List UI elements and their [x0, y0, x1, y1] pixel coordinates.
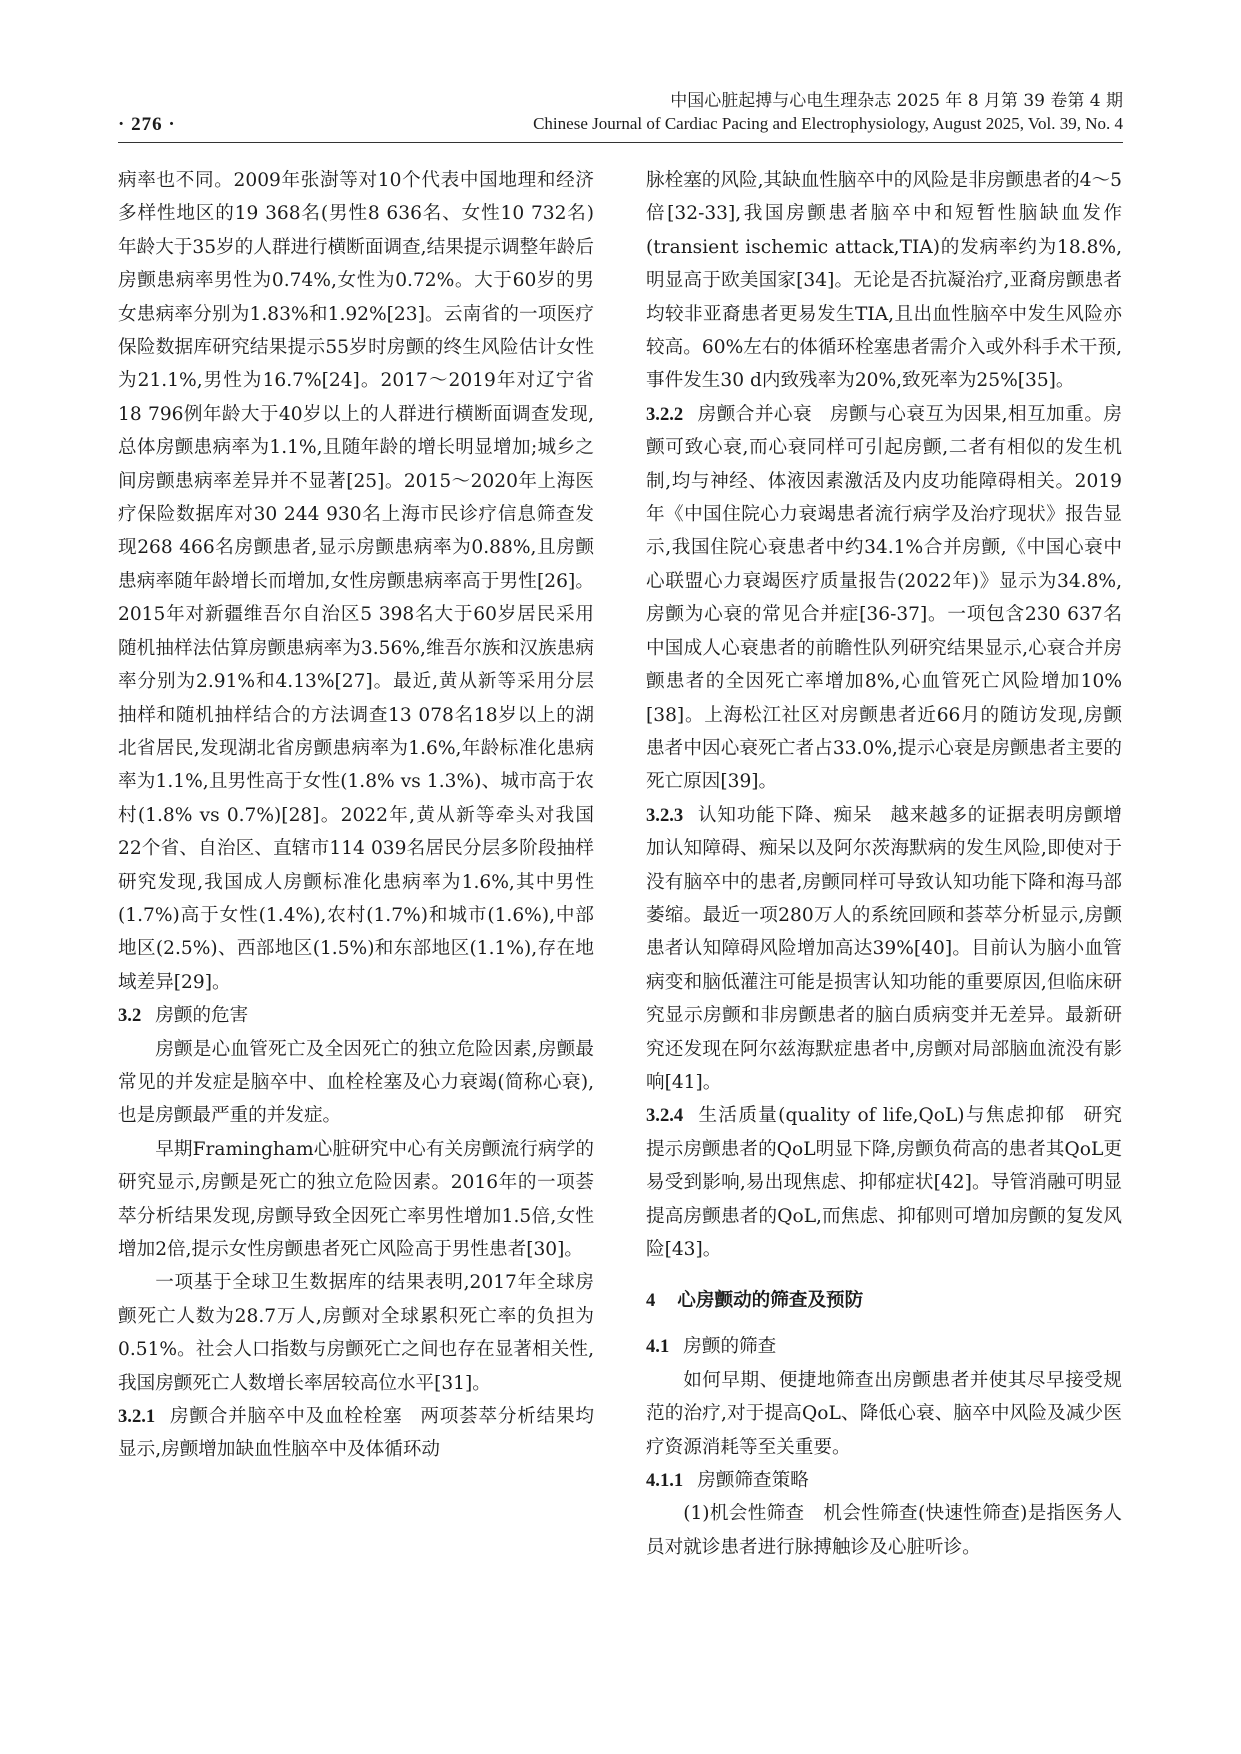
journal-title-en: Chinese Journal of Cardiac Pacing and Electrophysiology, August 2025, Vol. 39, No. 4 — [533, 114, 1123, 133]
section-title: 房颤的危害 — [155, 1005, 249, 1027]
left-column — [118, 164, 594, 1467]
right-column — [646, 164, 1122, 1564]
paragraph-text: 两项荟萃分析结果均显示,房颤增加缺血性脑卒中及体循环动 — [118, 1406, 594, 1461]
paragraph-text: 越来越多的证据表明房颤增加认知障碍、痴呆以及阿尔茨海默病的发生风险,即使对于没有脑卒中的患者,房颤同样可导致认知功能下降和海马部萎缩。最近一项280万人的系统回顾和荟萃分析显示,房颤患者认知障碍风险增加高达39%[40]。目前认为脑小血管病变和脑低灌注可能是损害认知功能的重要原因,但临床研究显示房颤和非房颤患者的脑白质病变并无差异。最新研究还发现在阿尔兹海默症患者中,房颤对局部脑血流没有影响[41]。 — [646, 804, 1122, 1093]
paragraph: 病率也不同。2009年张澍等对10个代表中国地理和经济多样性地区的19 368名(男性8 636名、女性10 732名)年龄大于35岁的人群进行横断面调查,结果提示调整年龄后房颤患病率男性为0.74%,女性为0.72%。大于60岁的男女患病率分别为1.83%和1.92%[23]。云南省的一项医疗保险数据库研究结果提示55岁时房颤的终生风险估计女性为21.1%,男性为16.7%[24]。2017～2019年对辽宁省18 796例年龄大于40岁以上的人群进行横断面调查发现,总体房颤患病率为1.1%,且随年龄的增长明显增加;城乡之间房颤患病率差异并不显著[25]。2015～2020年上海医疗保险数据库对30 244 930名上海市民诊疗信息筛查发现268 466名房颤患者,显示房颤患病率为0.88%,且房颤患病率随年龄增长而增加,女性房颤患病率高于男性[26]。2015年对新疆维吾尔自治区5 398名大于60岁居民采用随机抽样法估算房颤患病率为3.56%,维吾尔族和汉族患病率分别为2.91%和4.13%[27]。最近,黄从新等采用分层抽样和随机抽样结合的方法调查13 078名18岁以上的湖北省居民,发现湖北省房颤患病率为1.6%,年龄标准化患病率为1.1%,且男性高于女性(1.8% vs 1.3%)、城市高于农村(1.8% vs 0.7%)[28]。2022年,黄从新等牵头对我国22个省、自治区、直辖市114 039名居民分层多阶段抽样研究发现,我国成人房颤标准化患病率为1.6%,其中男性(1.7%)高于女性(1.4%),农村(1.7%)和城市(1.6%),中部地区(2.5%)、西部地区(1.5%)和东部地区(1.1%),存在地域差异[29]。 — [118, 170, 594, 993]
subsection-title: 生活质量(quality of life,QoL)与焦虑抑郁 — [697, 1105, 1066, 1127]
paragraph: 脉栓塞的风险,其缺血性脑卒中的风险是非房颤患者的4～5倍[32-33],我国房颤患者脑卒中和短暂性脑缺血发作(transient ischemic attack,TIA)的发病率约为18.8%,明显高于欧美国家[34]。无论是否抗凝治疗,亚裔房颤患者均较非亚裔患者更易发生TIA,且出血性脑卒中发生风险亦较高。60%左右的体循环栓塞患者需介入或外科手术干预,事件发生30 d内致残率为20%,致死率为25%[35]。 — [646, 170, 1122, 392]
paragraph — [118, 1400, 594, 1467]
journal-title-cn: 中国心脏起搏与心电生理杂志 2025 年 8 月第 39 卷第 4 期 — [670, 91, 1123, 111]
section-number: 4.1 — [646, 1336, 670, 1358]
page-number: · 276 · — [118, 114, 176, 135]
paragraph — [646, 799, 1122, 1100]
section-title: 房颤的筛查 — [683, 1336, 777, 1358]
chapter-title: 心房颤动的筛查及预防 — [677, 1290, 864, 1312]
paragraph: 房颤是心血管死亡及全因死亡的独立危险因素,房颤最常见的并发症是脑卒中、血栓栓塞及心力衰竭(简称心衰),也是房颤最严重的并发症。 — [118, 1038, 594, 1127]
subsection-title: 房颤合并脑卒中及血栓栓塞 — [169, 1406, 403, 1428]
subsection-number: 4.1.1 — [646, 1470, 684, 1492]
paragraph — [646, 1099, 1122, 1266]
subsection-number: 3.2.1 — [118, 1406, 156, 1428]
chapter-number: 4 — [646, 1290, 656, 1312]
subsection-title: 认知功能下降、痴呆 — [697, 804, 873, 826]
chapter-heading — [646, 1286, 1122, 1316]
paragraph — [646, 398, 1122, 799]
section-heading — [646, 1330, 1122, 1363]
paragraph-text: 研究提示房颤患者的QoL明显下降,房颤负荷高的患者其QoL更易受到影响,易出现焦虑、抑郁症状[42]。导管消融可明显提高房颤患者的QoL,而焦虑、抑郁则可增加房颤的复发风险[43]。 — [646, 1105, 1122, 1260]
subsection-heading — [646, 1464, 1122, 1497]
subsection-number: 3.2.4 — [646, 1105, 684, 1127]
subsection-number: 3.2.3 — [646, 804, 684, 826]
subsection-number: 3.2.2 — [646, 403, 684, 425]
paragraph: (1)机会性筛查 机会性筛查(快速性筛查)是指医务人员对就诊患者进行脉搏触诊及心脏听诊。 — [646, 1503, 1122, 1558]
section-heading — [118, 999, 594, 1032]
paragraph: 一项基于全球卫生数据库的结果表明,2017年全球房颤死亡人数为28.7万人,房颤对全球累积死亡率的负担为0.51%。社会人口指数与房颤死亡之间也存在显著相关性,我国房颤死亡人数增长率居较高位水平[31]。 — [118, 1272, 594, 1394]
page-header — [118, 86, 1123, 143]
subsection-title: 房颤筛查策略 — [697, 1470, 809, 1492]
paragraph: 早期Framingham心脏研究中心有关房颤流行病学的研究显示,房颤是死亡的独立危险因素。2016年的一项荟萃分析结果发现,房颤导致全因死亡率男性增加1.5倍,女性增加2倍,提示女性房颤患者死亡风险高于男性患者[30]。 — [118, 1138, 594, 1260]
subsection-title: 房颤合并心衰 — [697, 403, 813, 425]
section-number: 3.2 — [118, 1005, 142, 1027]
paragraph: 如何早期、便捷地筛查出房颤患者并使其尽早接受规范的治疗,对于提高QoL、降低心衰、脑卒中风险及减少医疗资源消耗等至关重要。 — [646, 1369, 1122, 1458]
paragraph-text: 房颤与心衰互为因果,相互加重。房颤可致心衰,而心衰同样可引起房颤,二者有相似的发生机制,均与神经、体液因素激活及内皮功能障碍相关。2019年《中国住院心力衰竭患者流行病学及治疗现状》报告显示,我国住院心衰患者中约34.1%合并房颤,《中国心衰中心联盟心力衰竭医疗质量报告(2022年)》显示为34.8%,房颤为心衰的常见合并症[36-37]。一项包含230 637名中国成人心衰患者的前瞻性队列研究结果显示,心衰合并房颤患者的全因死亡率增加8%,心血管死亡风险增加10%[38]。上海松江社区对房颤患者近66月的随访发现,房颤患者中因心衰死亡者占33.0%,提示心衰是房颤患者主要的死亡原因[39]。 — [646, 403, 1122, 793]
